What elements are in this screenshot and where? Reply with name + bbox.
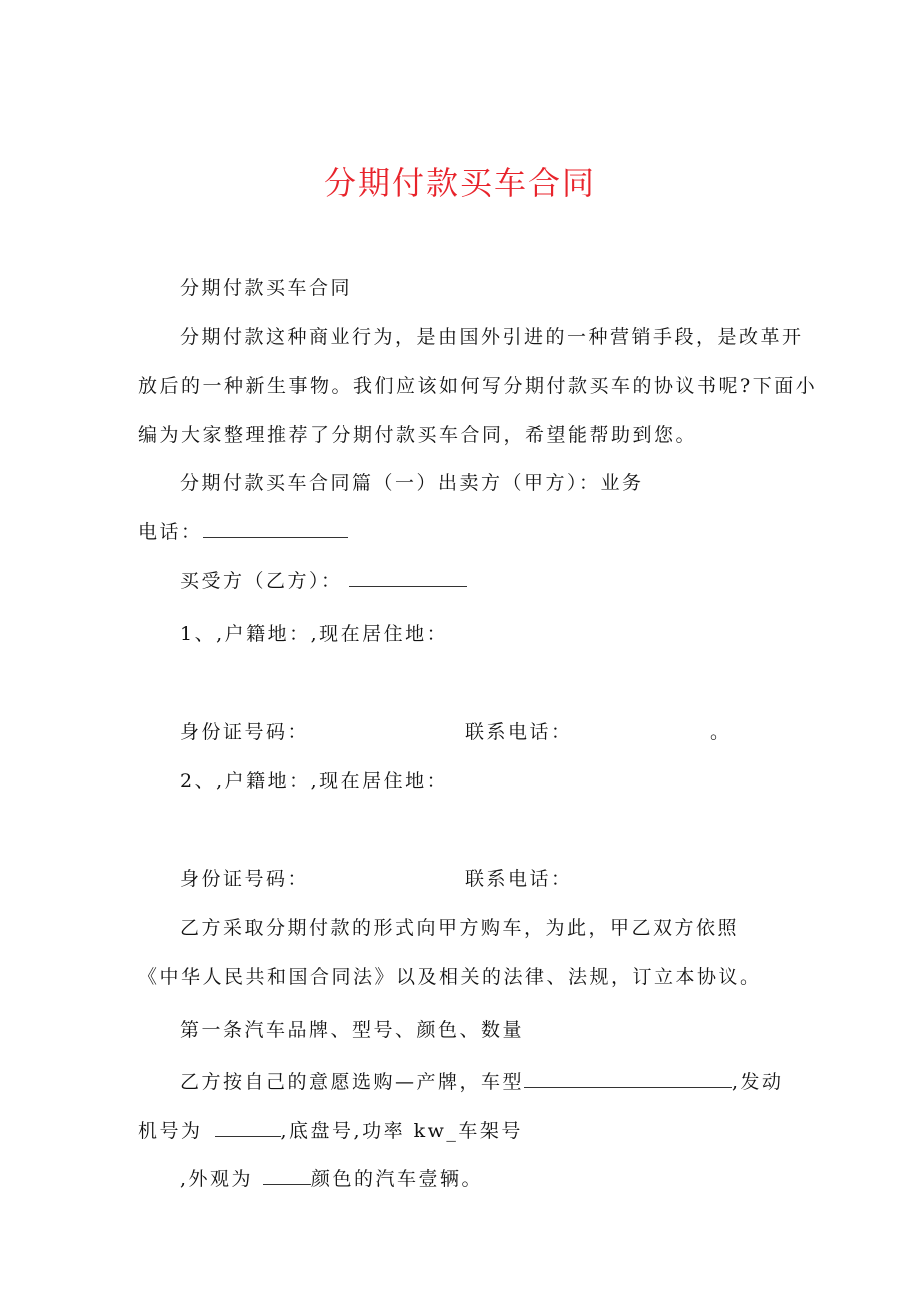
car-line-2 xyxy=(138,1118,523,1144)
engine-blank xyxy=(215,1118,281,1137)
buyer-label: 买受方（乙方）： xyxy=(180,570,343,592)
buyer-line xyxy=(180,568,467,594)
appearance-label: ,外观为 xyxy=(180,1168,254,1190)
model-blank xyxy=(524,1069,732,1088)
intro-line-3: 编为大家整理推荐了分期付款买车合同，希望能帮助到您。 xyxy=(138,424,698,446)
car-line-1-text: 乙方按自己的意愿选购—产牌，车型 xyxy=(180,1071,525,1093)
document-title: 分期付款买车合同 xyxy=(323,164,596,202)
intro-line-2: 放后的一种新生事物。我们应该如何写分期付款买车的协议书呢?下面小 xyxy=(138,375,818,397)
party1-period: 。 xyxy=(710,721,732,743)
party1-id-label: 身份证号码： xyxy=(180,721,310,743)
agreement-line-2: 《中华人民共和国合同法》以及相关的法律、法规，订立本协议。 xyxy=(138,966,762,988)
engine-label: 机号为 xyxy=(138,1120,203,1142)
party2-contact-label: 联系电话： xyxy=(465,868,573,890)
car-line-3 xyxy=(180,1166,483,1192)
phone-line xyxy=(138,519,348,545)
party2-line: 2、,户籍地：,现在居住地： xyxy=(180,770,449,792)
article-one-heading: 第一条汽车品牌、型号、颜色、数量 xyxy=(180,1019,525,1041)
agreement-line-1: 乙方采取分期付款的形式向甲方购车，为此，甲乙双方依照 xyxy=(180,917,740,939)
intro-line-1: 分期付款这种商业行为，是由国外引进的一种营销手段，是改革开 xyxy=(180,326,804,348)
subtitle: 分期付款买车合同 xyxy=(180,277,353,299)
section-one-heading: 分期付款买车合同篇（一）出卖方（甲方）：业务 xyxy=(180,472,644,494)
car-line-1-suffix: ,发动 xyxy=(732,1071,784,1093)
car-line-1 xyxy=(180,1069,784,1095)
color-blank xyxy=(263,1166,311,1185)
car-line-2-suffix: ,底盘号,功率 kw_车架号 xyxy=(280,1120,523,1142)
phone-blank xyxy=(203,519,348,538)
party1-contact-label: 联系电话： xyxy=(465,721,573,743)
phone-label: 电话： xyxy=(138,521,203,543)
car-line-3-suffix: 颜色的汽车壹辆。 xyxy=(311,1168,484,1190)
buyer-blank xyxy=(349,568,467,587)
party2-id-label: 身份证号码： xyxy=(180,868,310,890)
party1-line: 1、,户籍地：,现在居住地： xyxy=(180,623,449,645)
